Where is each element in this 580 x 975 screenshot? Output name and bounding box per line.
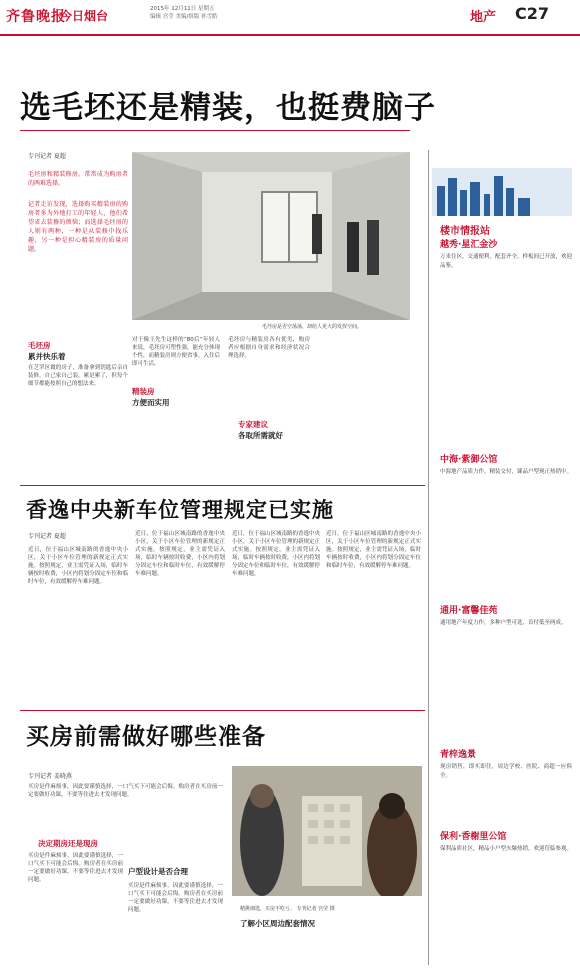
article1-headline: 选毛坯还是精装，也挺费脑子 (20, 90, 436, 126)
sidebar-item-1-text: 万米住区，交通便利，配套齐全。样板间已开放，欢迎品鉴。 (440, 254, 573, 269)
article1-sub1b: 累并快乐着 (28, 352, 66, 361)
date-line: 2015年 12月11日 星期五 (150, 6, 215, 12)
article3-sub1: 决定期房还是现房 (38, 839, 98, 848)
article2-text-col3: 近日，位于福山区城南路的香逸中央小区，关于小区车位管理的新规定正式实施。按照规定，业主需凭证入场，临时车辆按时收费，小区内将划分固定车位和临时车位，有效缓解停车难问题。 (232, 531, 321, 577)
sidebar-item-1-name: 越秀·星汇金沙 (440, 240, 498, 250)
masthead (0, 0, 580, 36)
article2-text-col2: 近日，位于福山区城南路的香逸中央小区，关于小区车位管理的新规定正式实施。按照规定，业主需凭证入场，临时车辆按时收费，小区内将划分固定车位和临时车位，有效缓解停车难问题。 (135, 531, 225, 577)
edition-name: 今日烟台 (60, 9, 109, 23)
sidebar-item-5-text: 保利品质社区，精品小户型火爆热销，欢迎莅临参观。 (440, 846, 573, 852)
sidebar-skyline-graphic (432, 168, 572, 216)
date-info (150, 5, 218, 21)
article1-photo-caption: 毛坯房是否空荡荡，却给人更大的发挥空间。 (262, 324, 363, 330)
sidebar-item-2-name: 中海·紫御公馆 (440, 455, 498, 465)
sidebar-item-2-text: 中海地产品质力作，精装交付，臻品户型现正热销中。 (440, 469, 573, 475)
article2-text-col4: 近日，位于福山区城南路的香逸中央小区，关于小区车位管理的新规定正式实施。按照规定，业主需凭证入场，临时车辆按时收费，小区内将划分固定车位和临时车位，有效缓解停车难问题。 (326, 531, 421, 569)
divider (20, 710, 425, 711)
article3-photo-caption: 精挑细选，买房不吃亏。 专刊记者 宫莹 摄 (240, 906, 335, 912)
article1-sub2: 精装房 (132, 387, 155, 396)
section-name: 地产 (470, 10, 497, 25)
article2-text-col1: 近日，位于福山区城南路的香逸中央小区，关于小区车位管理的新规定正式实施。按照规定，业主需凭证入场，临时车辆按时收费，小区内将划分固定车位和临时车位，有效缓解停车难问题。 (28, 547, 128, 585)
room-illustration (132, 152, 410, 320)
sales-office-illustration (232, 766, 422, 896)
article1-lead: 毛坯房和精装修房，常常成为购房者的两难选择。 (28, 171, 128, 187)
article3-text-col1: 买房是件麻烦事，因此要谨慎选择，一口气买下可能会后悔。购房者在买房前一定要做好功课，不要等住进去才发现问题。 (28, 853, 123, 883)
newspaper-logo: 齐鲁晚报 (6, 9, 66, 25)
sidebar-title: 楼市情报站 (440, 226, 490, 237)
article3-sub3: 了解小区周边配套情况 (240, 919, 315, 928)
article2-byline: 专刊记者 夏超 (28, 533, 66, 540)
article1-sub3: 专家建议 (238, 420, 268, 429)
article1-sub3b: 各取所需就好 (238, 431, 283, 440)
article1-photo (132, 152, 410, 320)
article1-lead2: 记者走访发现，选择购买精装房的购房者多为外地打工的年轻人，他们希望省去装修的烦恼；而选择毛坯房的人则有两种，一种是从装修中找乐趣，另一种是担心精装房的质量问题。 (28, 201, 128, 253)
article3-headline: 买房前需做好哪些准备 (26, 723, 266, 750)
sidebar-item-4-name: 青梓逸景 (440, 750, 477, 760)
sidebar-item-4-text: 现房销售，即买即住，周边学校、医院、商超一应俱全。 (440, 764, 572, 779)
article1-text1: 在芝罘区做的房子，准备拿到钥匙后亲自装修。自己家自己装，累是累了，但每个细节都能按照自己的想法来。 (28, 365, 128, 387)
editor-line: 编辑 宫莹 美编/组版 孙雪皓 (150, 14, 218, 20)
divider (20, 485, 425, 486)
article1-sub2b: 方便而实用 (132, 398, 170, 407)
article3-text-col2: 买房是件麻烦事，因此要谨慎选择，一口气买下可能会后悔。购房者在买房前一定要做好功课，不要等住进去才发现问题。 (128, 883, 223, 913)
article3-lead: 买房是件麻烦事，因此要谨慎选择，一口气买下可能会后悔。购房者在买房前一定要做好功课，不要等住进去才发现问题。 (28, 784, 223, 798)
article2-headline: 香逸中央新车位管理规定已实施 (26, 497, 334, 522)
article3-sub2: 户型设计是否合理 (128, 867, 188, 876)
divider (20, 130, 410, 131)
page-number: C27 (515, 4, 550, 23)
article3-photo (232, 766, 422, 896)
article3-byline: 专刊记者 姜晓燕 (28, 773, 72, 780)
sidebar-divider (428, 150, 429, 965)
article1-text2: 对于像王先生这样的“80后”年轻人来说，毛坯房可塑性强，能充分体现个性，而精装房则方便省事，入住后即可生活。 (132, 337, 221, 367)
article1-sub1: 毛坯房 (28, 341, 51, 350)
article1-text-col3: 毛坯房与精装房各有优劣，购房者应根据自身需求和经济状况合理选择。 (228, 337, 310, 359)
skyline-icon (432, 168, 572, 216)
sidebar-item-3-text: 通用地产年度力作，多种户型可选，首付低至两成。 (440, 620, 567, 626)
sidebar-item-5-name: 保利·香榭里公馆 (440, 832, 507, 842)
sidebar-item-3-name: 通用·富馨佳苑 (440, 606, 498, 616)
article1-byline: 专刊记者 夏超 (28, 153, 66, 160)
